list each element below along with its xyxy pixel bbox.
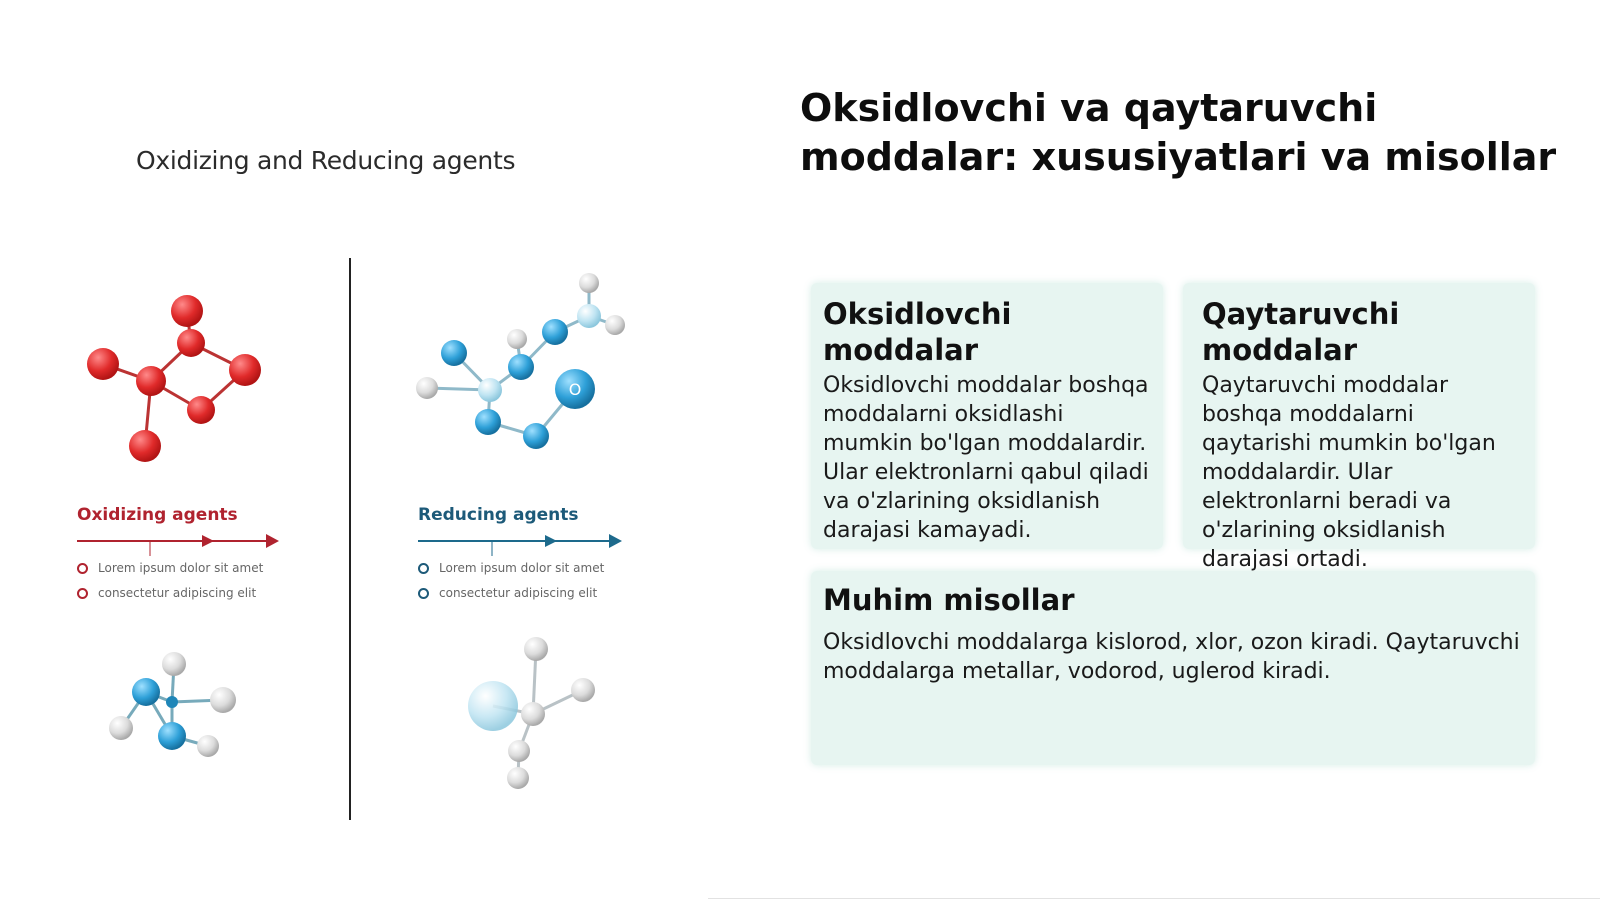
- footer-rule: [708, 898, 1600, 899]
- reducing-arrow-icon: [418, 534, 622, 556]
- illustration: [0, 0, 700, 900]
- grey-molecule-icon: [468, 637, 595, 789]
- bullet-dot-icon: [418, 563, 429, 574]
- oxidizing-bullet: Lorem ipsum dolor sit amet: [77, 561, 263, 575]
- oxidizing-arrow-icon: [77, 534, 279, 556]
- slide-title: Oksidlovchi va qaytaruvchi moddalar: xususiyatlari va misollar: [800, 86, 1557, 179]
- blue-chain-molecule-icon: [416, 273, 625, 449]
- reducers-card-title: Qaytaruvchi moddalar: [1202, 297, 1400, 367]
- illustration-heading: Oxidizing and Reducing agents: [136, 146, 516, 175]
- examples-card-body: Oksidlovchi moddalarga kislorod, xlor, ozon kiradi. Qaytaruvchi moddalarga metallar, vodorod, uglerod kiradi.: [823, 630, 1520, 684]
- oxidizing-bullet: consectetur adipiscing elit: [77, 586, 256, 600]
- small-blue-molecule-icon: [109, 652, 236, 757]
- reducers-card-body: Qaytaruvchi moddalar boshqa moddalarni qaytarishi mumkin bo'lgan moddalardir. Ular elektronlarni beradi va o'zlarining oksidlanish darajasi ortadi.: [1202, 373, 1496, 572]
- red-molecule-icon: [87, 295, 261, 462]
- atom-label: O: [568, 380, 582, 399]
- reducing-agents-label: Reducing agents: [418, 505, 579, 525]
- illustration-divider: [349, 258, 351, 820]
- bullet-dot-icon: [77, 588, 88, 599]
- reducing-bullet: Lorem ipsum dolor sit amet: [418, 561, 604, 575]
- bullet-dot-icon: [77, 563, 88, 574]
- oxidizing-agents-label: Oxidizing agents: [77, 505, 238, 525]
- reducing-bullet: consectetur adipiscing elit: [418, 586, 597, 600]
- oxidizers-card-body: Oksidlovchi moddalar boshqa moddalarni oksidlashi mumkin bo'lgan moddalardir. Ular elektronlarni qabul qiladi va o'zlarining oksidlanish darajasi kamayadi.: [823, 373, 1149, 543]
- bullet-dot-icon: [418, 588, 429, 599]
- oxidizers-card-title: Oksidlovchi moddalar: [823, 297, 1012, 367]
- examples-card-title: Muhim misollar: [823, 583, 1075, 617]
